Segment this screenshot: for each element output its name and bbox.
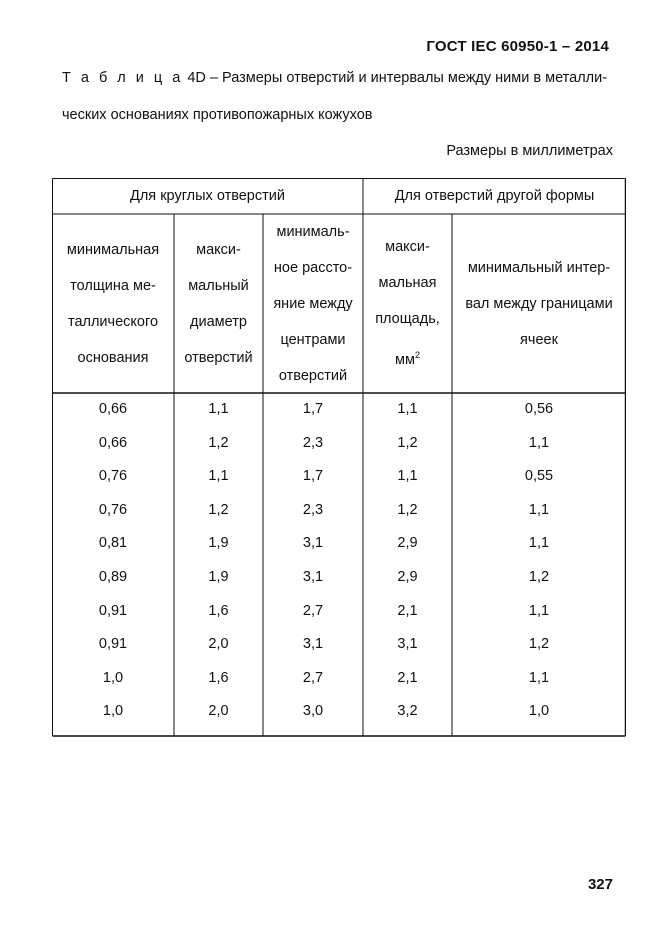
- column-header-line: таллического: [67, 313, 159, 330]
- table-cell: 3,1: [302, 569, 324, 585]
- table-cell: 1,6: [208, 602, 229, 619]
- table-cell: 2,9: [397, 569, 418, 585]
- table-cell: 2,1: [397, 669, 418, 686]
- table-cell: 0,76: [98, 468, 128, 485]
- table-cell: 3,0: [302, 703, 324, 720]
- table-cell: 1,2: [528, 636, 550, 653]
- dimensions-table: [52, 178, 626, 737]
- group-header-round-holes: Для круглых отверстий: [130, 188, 285, 204]
- table-cell: 0,91: [98, 602, 128, 619]
- column-header-text: [184, 232, 252, 376]
- column-header-line: центрами: [280, 331, 346, 348]
- column-header-text: [67, 232, 159, 376]
- column-header-line: ячеек: [520, 331, 558, 348]
- column-header-line: яние между: [273, 295, 353, 312]
- table-cell: 3,1: [302, 535, 324, 552]
- table-cell: 1,9: [208, 535, 229, 552]
- table-cell: 1,6: [208, 669, 229, 686]
- column-header-line: минимальный интер-: [467, 259, 611, 276]
- column-header-3: [263, 214, 363, 393]
- column-header-4: [363, 214, 452, 393]
- column-header-line: вал между границами: [465, 295, 613, 312]
- unit-superscript: 2: [414, 350, 420, 360]
- table-cell: 0,55: [524, 468, 554, 485]
- table-cell: 0,81: [98, 535, 128, 552]
- column-header-line: минималь-: [276, 223, 350, 240]
- column-header-1: [52, 214, 174, 393]
- group-header-other-shapes: Для отверстий другой формы: [394, 188, 595, 204]
- column-header-line: ное рассто-: [273, 259, 353, 276]
- table-cell: 1,1: [528, 535, 550, 552]
- table-cell: 1,1: [397, 468, 418, 485]
- table-cell: 0,76: [98, 501, 128, 518]
- caption-number: 4D: [187, 70, 206, 86]
- standard-header: ГОСТ IEC 60950-1 – 2014: [426, 38, 609, 55]
- column-header-line: $мм^2$: [395, 350, 420, 368]
- table-cell: 2,1: [397, 602, 418, 619]
- table-cell: 0,91: [98, 636, 128, 653]
- table-cell: 1,0: [102, 669, 124, 686]
- table-cell: 1,7: [302, 468, 324, 485]
- column-header-line: мальный: [188, 277, 249, 294]
- table-cell: 1,1: [528, 602, 550, 619]
- table-cell: 0,66: [98, 401, 128, 417]
- table-cell: 2,7: [302, 669, 324, 686]
- column-header-line: толщина ме-: [70, 277, 156, 294]
- caption-title-line1: – Размеры отверстий и интервалы между ними в металли-: [209, 70, 608, 86]
- table-cell: 2,7: [302, 602, 324, 619]
- table-cell: 0,66: [98, 434, 128, 451]
- column-header-2: [174, 214, 263, 393]
- table-cell: 2,9: [397, 535, 418, 552]
- table-caption: [62, 70, 607, 86]
- column-header-line: диаметр: [190, 313, 247, 330]
- column-header-5: [452, 214, 626, 393]
- column-header-line: макси-: [196, 241, 241, 258]
- table-cell: 1,1: [208, 401, 229, 417]
- table-cell: 2,3: [302, 434, 324, 451]
- table-cell: 1,1: [208, 468, 229, 485]
- column-header-line: отверстий: [278, 367, 348, 384]
- table-cell: 1,2: [528, 569, 550, 585]
- table-cell: 1,0: [102, 703, 124, 720]
- column-header-line: отверстий: [184, 349, 253, 366]
- table-cell: 1,2: [397, 434, 418, 451]
- table-cell: 3,2: [397, 703, 418, 720]
- column-header-text: [273, 214, 352, 394]
- column-header-text: [375, 229, 440, 378]
- table-cell: 1,1: [397, 401, 418, 417]
- table-cell: 1,1: [528, 434, 550, 451]
- table-cell: 0,89: [98, 569, 128, 585]
- column-header-line: макси-: [385, 239, 430, 255]
- column-header-text: [465, 250, 612, 358]
- page-number: 327: [587, 876, 613, 893]
- table-cell: 1,9: [208, 569, 229, 585]
- table-cell: 1,2: [208, 501, 229, 518]
- table-cell: 2,0: [208, 703, 229, 720]
- caption-title-line2: ческих основаниях противопожарных кожухов: [62, 107, 373, 123]
- table-cell: 1,1: [528, 501, 550, 518]
- table-cell: 3,1: [397, 636, 418, 653]
- column-header-line: площадь,: [375, 311, 440, 327]
- table-cell: 1,2: [397, 501, 418, 518]
- table-cell: 3,1: [302, 636, 324, 653]
- column-header-line: минимальная: [66, 241, 160, 258]
- table-cell: 0,56: [524, 401, 554, 417]
- table-cell: 2,3: [302, 501, 324, 518]
- table-cell: 1,1: [528, 669, 550, 686]
- caption-prefix: Т а б л и ц а: [62, 70, 184, 86]
- column-header-line: основания: [77, 349, 149, 366]
- table-cell: 1,0: [528, 703, 550, 720]
- table-cell: 2,0: [208, 636, 229, 653]
- table-cell: 1,7: [302, 401, 324, 417]
- units-note: Размеры в миллиметрах: [446, 143, 613, 159]
- column-header-line: мальная: [378, 275, 437, 291]
- table-cell: 1,2: [208, 434, 229, 451]
